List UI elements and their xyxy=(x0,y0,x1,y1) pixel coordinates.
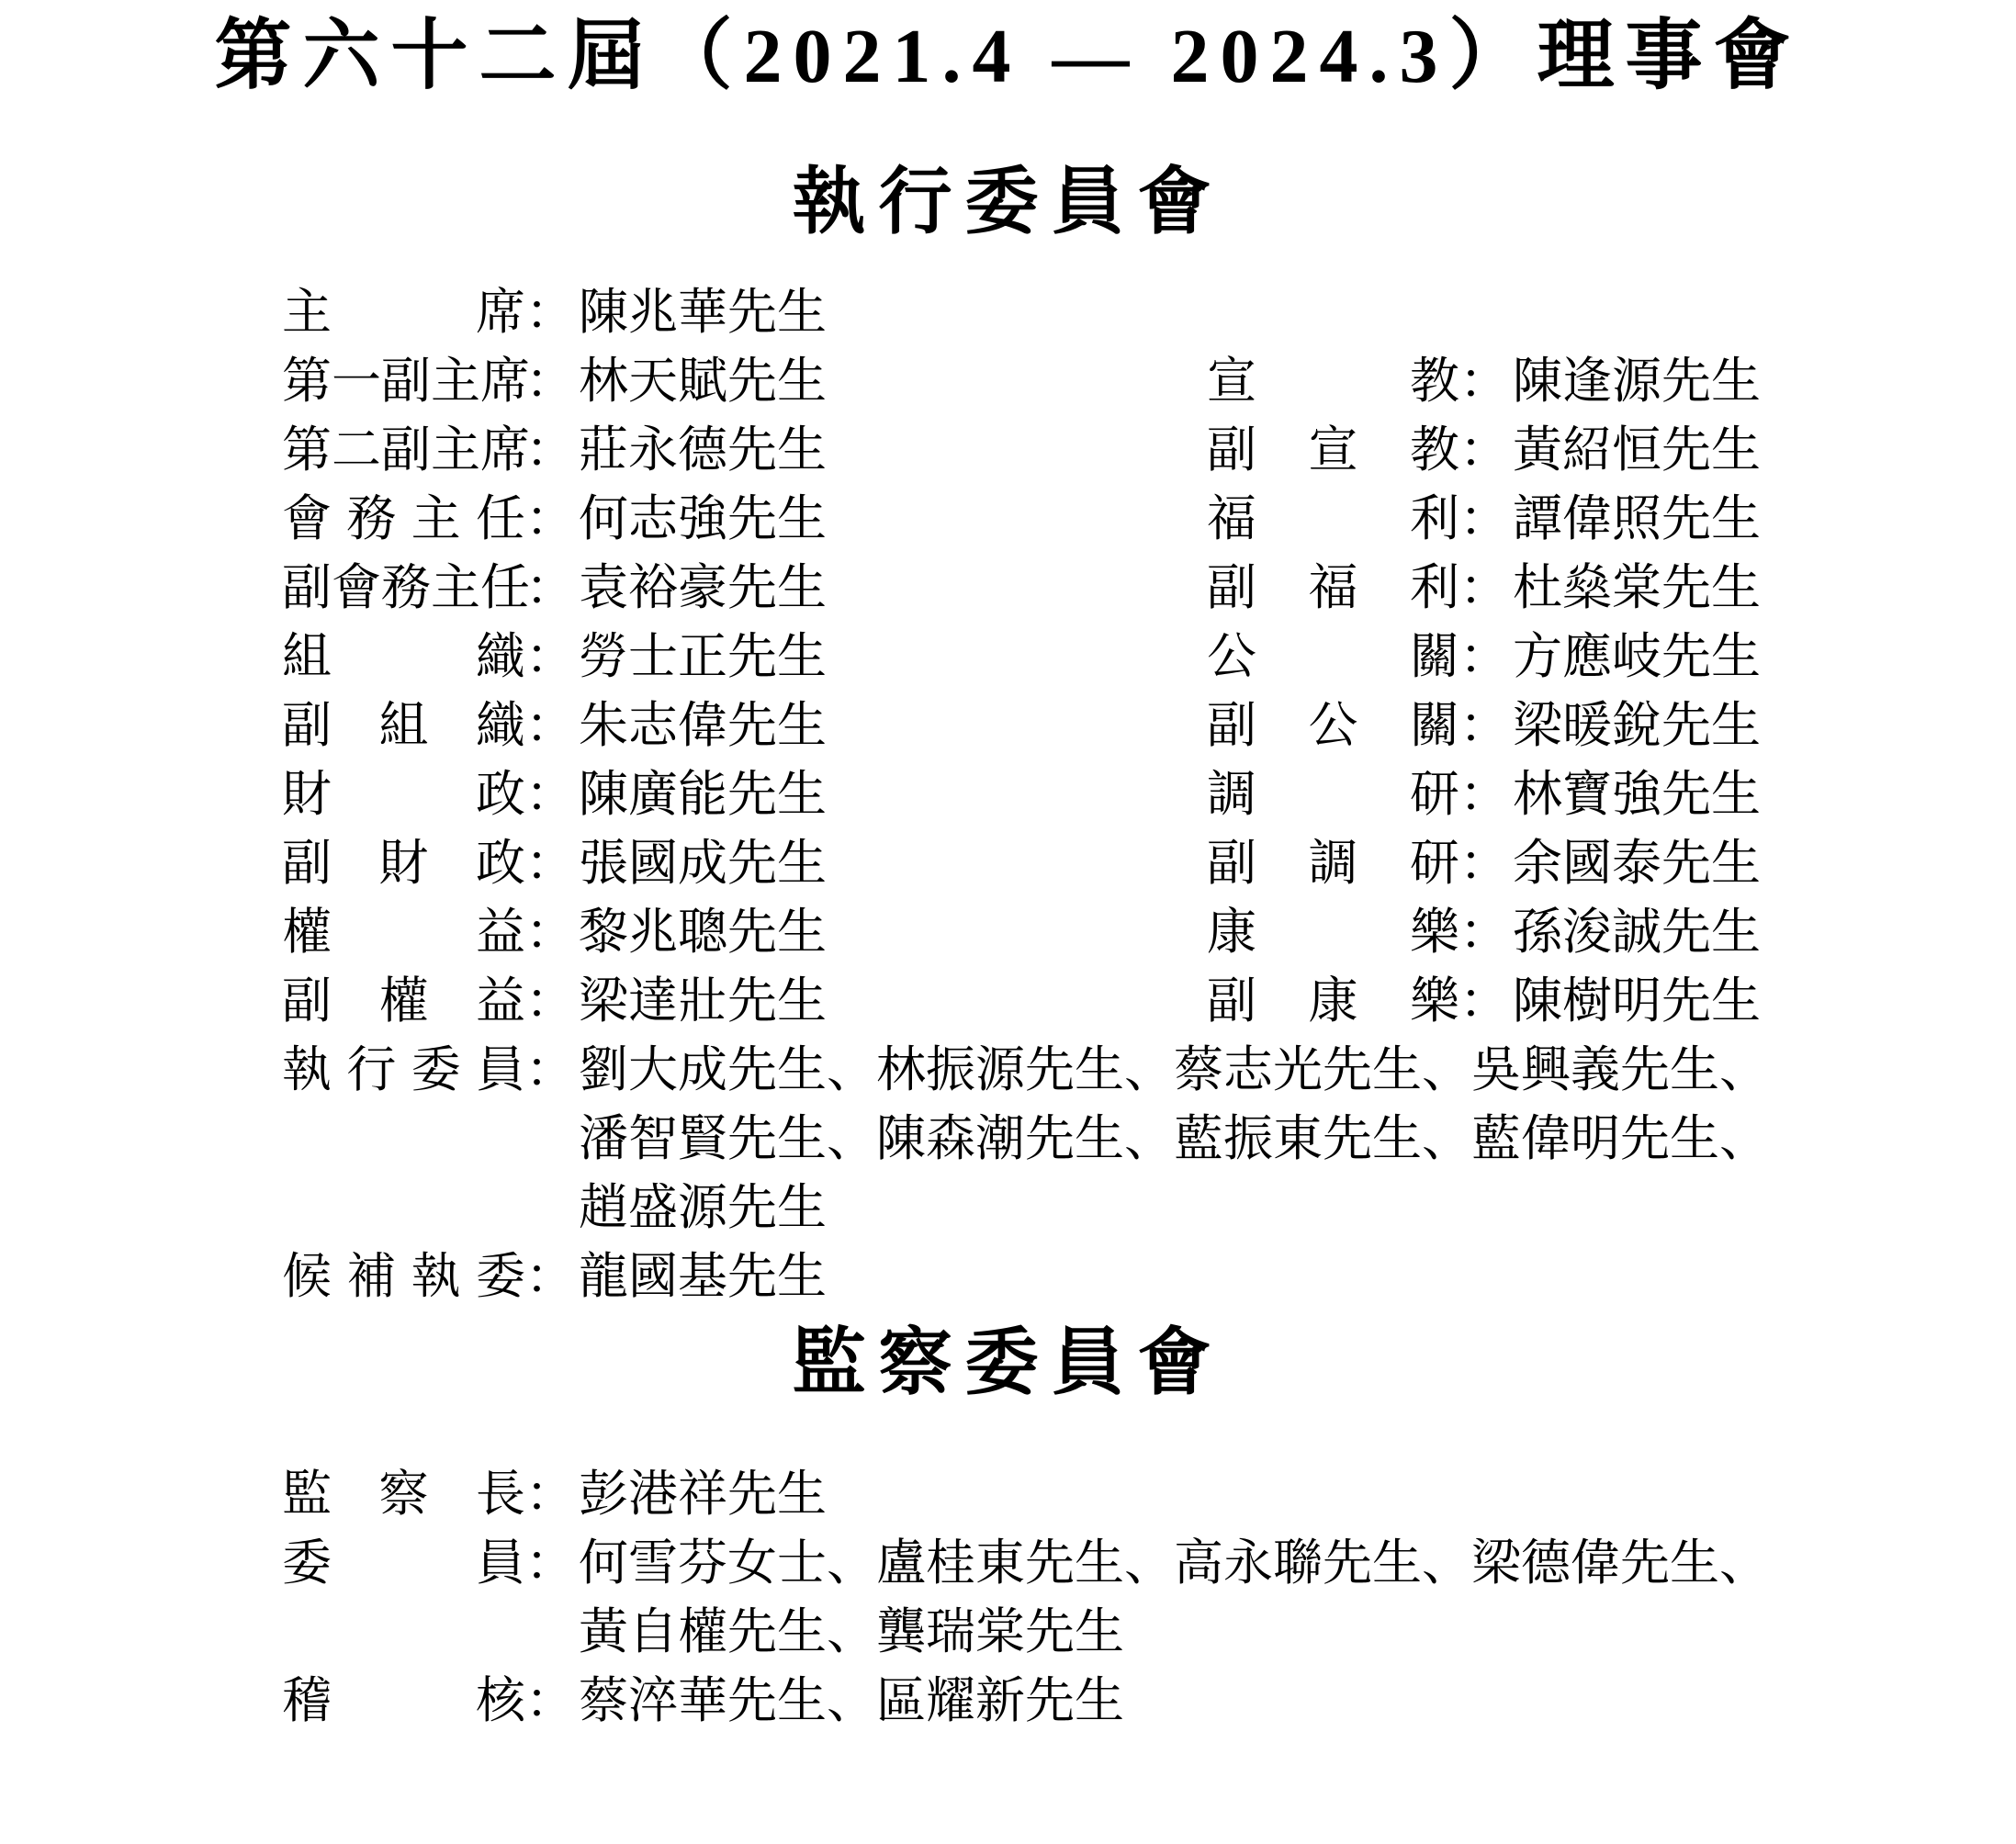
role-label: 調研 xyxy=(1207,767,1459,822)
page-title: 第六十二屆（2021.4 — 2024.3）理事會 xyxy=(214,14,1802,99)
role-label: 副組織 xyxy=(282,698,525,753)
colon-separator: ： xyxy=(1459,629,1509,684)
colon-separator: ： xyxy=(525,560,575,615)
colon-separator: ： xyxy=(525,767,575,822)
person-name: 梁暖銳先生 xyxy=(1513,698,1761,753)
person-name: 彭港祥先生 xyxy=(579,1467,827,1522)
colon-separator: ： xyxy=(525,354,575,409)
role-entry-deputy-welfare xyxy=(1207,554,1761,623)
member-name-line: 何雪芬女士、盧桂東先生、高永聯先生、梁德偉先生、 xyxy=(579,1535,1769,1591)
role-label: 副調研 xyxy=(1207,836,1459,891)
role-label: 監察長 xyxy=(282,1467,525,1522)
colon-separator: ： xyxy=(1459,767,1509,822)
person-name: 陳樹明先生 xyxy=(1513,973,1761,1029)
colon-separator: ： xyxy=(1459,491,1509,546)
role-entry-deputy-research xyxy=(1207,829,1761,898)
member-name-list xyxy=(579,1529,1769,1667)
member-name-line: 潘智賢先生、陳森潮先生、藍振東先生、藍偉明先生、 xyxy=(579,1111,1769,1166)
colon-separator: ： xyxy=(525,973,575,1029)
member-name-list xyxy=(579,1036,1769,1242)
role-label: 財政 xyxy=(282,767,525,822)
person-name: 黃紹恒先生 xyxy=(1513,422,1761,478)
colon-separator: ： xyxy=(1459,836,1509,891)
supervisory-column xyxy=(282,1460,1769,1736)
role-entry-alternate-member xyxy=(282,1242,1769,1311)
colon-separator: ： xyxy=(525,285,575,340)
person-name: 孫浚誠先生 xyxy=(1513,905,1761,960)
person-name: 袁裕豪先生 xyxy=(579,560,827,615)
colon-separator: ： xyxy=(1459,905,1509,960)
role-entry-chairman xyxy=(282,278,1769,347)
role-entry-deputy-recreation xyxy=(1207,967,1761,1036)
exec-right-column xyxy=(1207,347,1761,1036)
person-name: 林天賦先生 xyxy=(579,354,827,409)
role-label: 會務主任 xyxy=(282,491,525,546)
colon-separator: ： xyxy=(525,1535,575,1591)
person-name: 張國成先生 xyxy=(579,836,827,891)
person-name: 黎兆聰先生 xyxy=(579,905,827,960)
role-label: 宣教 xyxy=(1207,354,1459,409)
colon-separator: ： xyxy=(1459,354,1509,409)
person-name: 陳廣能先生 xyxy=(579,767,827,822)
role-label: 候補執委 xyxy=(282,1249,525,1304)
member-name-line: 趙盛源先生 xyxy=(579,1180,827,1235)
colon-separator: ： xyxy=(525,1249,575,1304)
person-name: 陳逢源先生 xyxy=(1513,354,1761,409)
role-label: 副權益 xyxy=(282,973,525,1029)
role-label: 副會務主任 xyxy=(282,560,530,615)
role-entry-chief-supervisor xyxy=(282,1460,1769,1529)
role-label: 第一副主席 xyxy=(282,354,530,409)
colon-separator: ： xyxy=(525,905,575,960)
role-entry-public-relations xyxy=(1207,623,1761,692)
colon-separator: ： xyxy=(525,629,575,684)
colon-separator: ： xyxy=(525,422,575,478)
colon-separator: ： xyxy=(525,1673,575,1728)
role-label: 主席 xyxy=(282,285,525,340)
colon-separator: ： xyxy=(525,836,575,891)
colon-separator: ： xyxy=(525,491,575,546)
supervisory-members-entry xyxy=(282,1529,1769,1667)
person-name: 蔡淬華先生、區耀新先生 xyxy=(579,1673,1124,1728)
role-label: 副宣教 xyxy=(1207,422,1459,478)
person-name: 余國泰先生 xyxy=(1513,836,1761,891)
member-name-line: 劉大成先生、林振源先生、蔡志光先生、吳興義先生、 xyxy=(579,1042,1769,1097)
role-label: 執行委員 xyxy=(282,1042,525,1097)
colon-separator: ： xyxy=(1459,560,1509,615)
role-entry-deputy-missionary xyxy=(1207,416,1761,485)
role-entry-deputy-public-relations xyxy=(1207,692,1761,760)
colon-separator: ： xyxy=(525,698,575,753)
person-name: 陳兆華先生 xyxy=(579,285,827,340)
role-label: 福利 xyxy=(1207,491,1459,546)
role-entry-missionary xyxy=(1207,347,1761,416)
role-label: 康樂 xyxy=(1207,905,1459,960)
role-entry-auditor xyxy=(282,1667,1769,1736)
colon-separator: ： xyxy=(1459,698,1509,753)
role-label: 副康樂 xyxy=(1207,973,1459,1029)
role-label: 副公關 xyxy=(1207,698,1459,753)
role-entry-welfare xyxy=(1207,485,1761,554)
person-name: 譚偉照先生 xyxy=(1513,491,1761,546)
colon-separator: ： xyxy=(525,1467,575,1522)
exec-committee-members-entry xyxy=(282,1036,1769,1242)
supervisory-committee-heading: 監察委員會 xyxy=(792,1323,1224,1404)
role-label: 第二副主席 xyxy=(282,422,530,478)
role-entry-research xyxy=(1207,760,1761,829)
role-label: 委員 xyxy=(282,1535,525,1591)
colon-separator: ： xyxy=(525,1042,575,1097)
colon-separator: ： xyxy=(1459,422,1509,478)
role-entry-recreation xyxy=(1207,898,1761,967)
person-name: 梁達壯先生 xyxy=(579,973,827,1029)
role-label: 公關 xyxy=(1207,629,1459,684)
person-name: 方應岐先生 xyxy=(1513,629,1761,684)
member-name-line: 黃自權先生、龔瑞棠先生 xyxy=(579,1604,1124,1659)
person-name: 莊永德先生 xyxy=(579,422,827,478)
role-label: 權益 xyxy=(282,905,525,960)
role-label: 稽核 xyxy=(282,1673,525,1728)
role-label: 副財政 xyxy=(282,836,525,891)
person-name: 龍國基先生 xyxy=(579,1249,827,1304)
person-name: 林寶強先生 xyxy=(1513,767,1761,822)
role-label: 組織 xyxy=(282,629,525,684)
exec-committee-heading: 執行委員會 xyxy=(792,163,1224,243)
role-label: 副福利 xyxy=(1207,560,1459,615)
person-name: 勞士正先生 xyxy=(579,629,827,684)
person-name: 杜燊棠先生 xyxy=(1513,560,1761,615)
person-name: 朱志偉先生 xyxy=(579,698,827,753)
colon-separator: ： xyxy=(1459,973,1509,1029)
person-name: 何志強先生 xyxy=(579,491,827,546)
